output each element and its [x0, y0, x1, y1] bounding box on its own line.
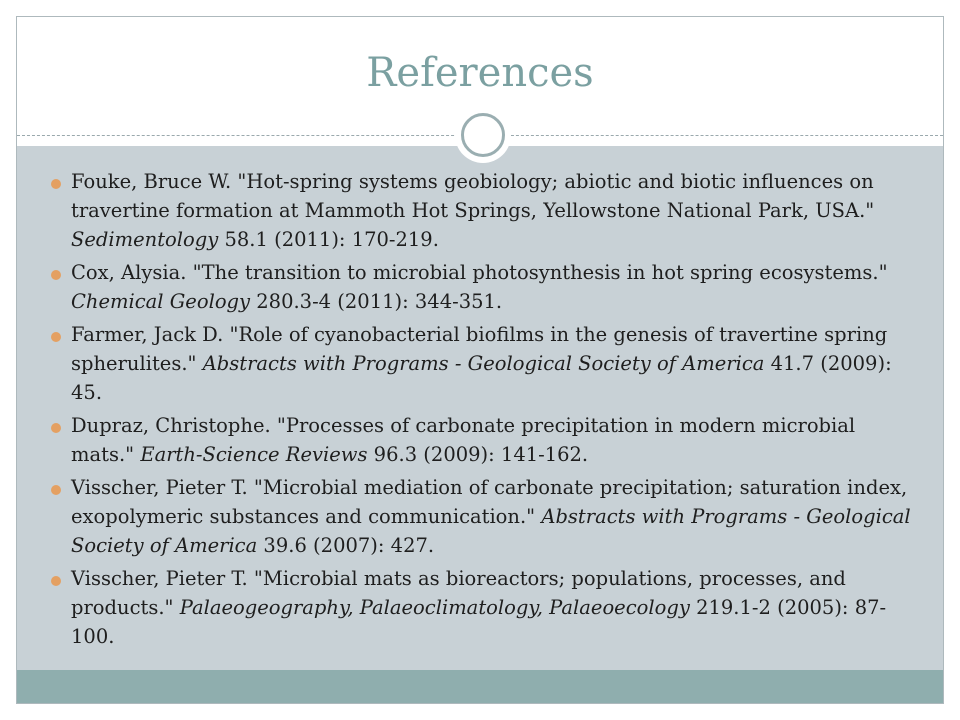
list-item	[51, 564, 913, 651]
reference-details: 58.1 (2011): 170-219.	[218, 228, 439, 251]
ornament-ring	[461, 113, 505, 157]
reference-list	[51, 167, 913, 655]
dot-bullet-icon	[51, 179, 61, 189]
slide-title: References	[366, 50, 594, 96]
list-item	[51, 411, 913, 469]
dot-bullet-icon	[51, 423, 61, 433]
reference-text: Dupraz, Christophe. "Processes of carbonate precipitation in modern microbial mats."	[71, 414, 856, 466]
reference-details: 41.7 (2009): 45.	[71, 352, 892, 404]
reference-details: 280.3-4 (2011): 344-351.	[250, 290, 503, 313]
list-item	[51, 167, 913, 254]
reference-source: Chemical Geology	[71, 290, 251, 313]
reference-source: Abstracts with Programs - Geological Society of America	[202, 352, 765, 375]
list-item	[51, 473, 913, 560]
reference-text: Visscher, Pieter T. "Microbial mediation of carbonate precipitation; saturation index, exopolymeric substances and communication."	[71, 476, 908, 528]
reference-source: Earth-Science Reviews	[140, 443, 368, 466]
circle-ring-icon	[457, 109, 509, 161]
reference-text: Farmer, Jack D. "Role of cyanobacterial biofilms in the genesis of travertine spring spherulites."	[71, 323, 888, 375]
reference-text: Visscher, Pieter T. "Microbial mats as bioreactors; populations, processes, and products."	[71, 567, 846, 619]
reference-source: Abstracts with Programs - Geological Society of America	[71, 505, 911, 557]
list-item	[51, 320, 913, 407]
dot-bullet-icon	[51, 332, 61, 342]
reference-details: 219.1-2 (2005): 87-100.	[71, 596, 887, 648]
reference-details: 96.3 (2009): 141-162.	[367, 443, 589, 466]
reference-text: Cox, Alysia. "The transition to microbial photosynthesis in hot spring ecosystems."	[71, 261, 888, 284]
reference-source: Sedimentology	[71, 228, 219, 251]
slide	[16, 16, 944, 704]
reference-text: Fouke, Bruce W. "Hot-spring systems geobiology; abiotic and biotic influences on travertine formation at Mammoth Hot Springs, Yellowstone National Park, USA."	[71, 170, 875, 222]
dot-bullet-icon	[51, 270, 61, 280]
reference-details: 39.6 (2007): 427.	[257, 534, 435, 557]
dot-bullet-icon	[51, 576, 61, 586]
content-area	[17, 146, 943, 670]
footer-band	[17, 670, 943, 703]
dot-bullet-icon	[51, 485, 61, 495]
reference-source: Palaeogeography, Palaeoclimatology, Palaeoecology	[179, 596, 690, 619]
list-item	[51, 258, 913, 316]
